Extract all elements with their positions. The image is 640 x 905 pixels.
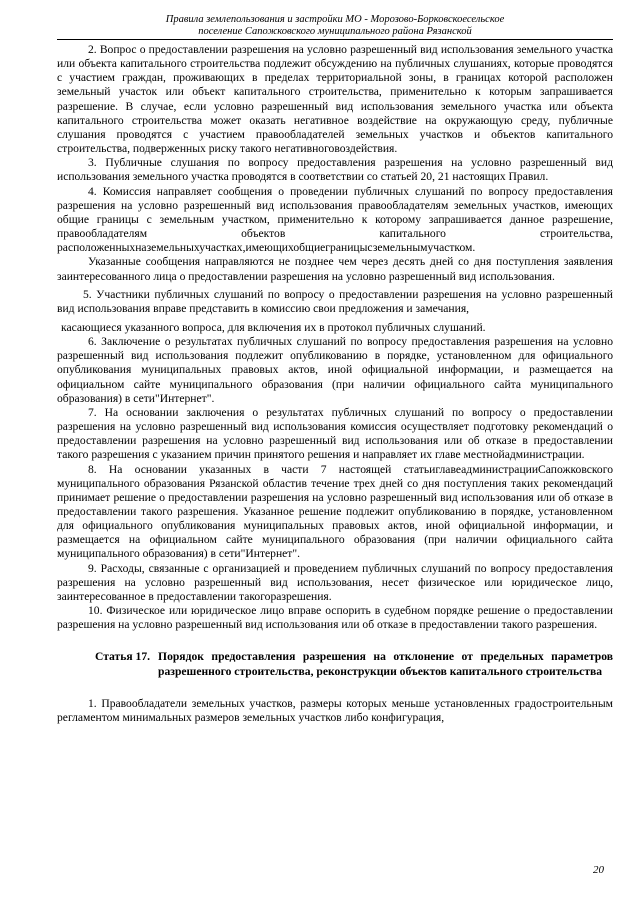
header-line-1: Правила землепользования и застройки МО - Морозово-Борковскоесельское bbox=[165, 14, 505, 25]
paragraph-4: 4. Комиссия направляет сообщения о проведении публичных слушаний по вопросу предоставления разрешения на условно разрешенный вид использования правообладателям земельных участков, имеющих общие границы с земельным участком, применительно к которому запрашивается данное разрешение, правообладателям объектов капитального строительства, расположенныхназемельныхучастках,имеющихобщиеграницысземельнымучастком. bbox=[57, 184, 613, 255]
header-line-2: поселение Сапожковского муниципального района Рязанской bbox=[198, 26, 472, 37]
paragraph-10: 10. Физическое или юридическое лицо вправе оспорить в судебном порядке решение о предоставлении разрешения на условно разрешенный вид использования или об отказе в предоставлении такого разрешения. bbox=[57, 604, 613, 632]
article-title: Порядок предоставления разрешения на отклонение от предельных параметров разрешенного строительства, реконструкции объектов капитального строительства bbox=[158, 650, 613, 678]
page-number: 20 bbox=[593, 864, 604, 876]
paragraph-6: 6. Заключение о результатах публичных слушаний по вопросу предоставления разрешения на условно разрешенный вид использования подлежит опубликованию в порядке, установленном для официального опубликования муниципальных правовых актов, иной официальной информации, и размещается на официальном сайте муниципального образования (при наличии официального сайта муниципального образования) в сети"Интернет". bbox=[57, 335, 613, 405]
paragraph-9: 9. Расходы, связанные с организацией и проведением публичных слушаний по вопросу предоставления разрешения на условно разрешенный вид использования, несет физическое или юридическое лицо, заинтересованное в предоставлении такогоразрешения. bbox=[57, 561, 613, 603]
running-header bbox=[57, 14, 613, 40]
document-body bbox=[57, 43, 613, 632]
article-heading bbox=[95, 650, 613, 678]
article-item-1: 1. Правообладатели земельных участков, размеры которых меньше установленных градостроительным регламентом минимальных размеров земельных участков либо конфигурация, bbox=[57, 696, 613, 724]
paragraph-4-notice: Указанные сообщения направляются не позднее чем через десять дней со дня поступления заявления заинтересованного лица о предоставлении разрешения на условно разрешенный вид использования. bbox=[57, 255, 613, 283]
paragraph-5-continuation: касающиеся указанного вопроса, для включения их в протокол публичных слушаний. bbox=[61, 320, 486, 334]
paragraph-3: 3. Публичные слушания по вопросу предоставления разрешения на условно разрешенный вид использования земельного участка проводятся в соответствии со статьей 20, 21 настоящих Правил. bbox=[57, 156, 613, 184]
paragraph-5: 5. Участники публичных слушаний по вопросу о предоставлении разрешения на условно разрешенный вид использования вправе представить в комиссию свои предложения и замечания, bbox=[57, 287, 613, 315]
article-body bbox=[57, 697, 613, 725]
paragraph-7: 7. На основании заключения о результатах публичных слушаний по вопросу о предоставлении разрешения на условно разрешенный вид использования комиссия осуществляет подготовку рекомендаций о предоставлении разрешения на условно разрешенный вид использования или об отказе в предоставлении такого разрешения с указанием причин принятого решения и направляет их главе местнойадминистрации. bbox=[57, 405, 613, 462]
paragraph-2: 2. Вопрос о предоставлении разрешения на условно разрешенный вид использования земельного участка или объекта капитального строительства подлежит обсуждению на публичных слушаниях, которые проводятся с участием граждан, проживающих в пределах территориальной зоны, в границах которой расположен земельный участок или объект капитального строительства, применительно к которым запрашивается разрешение. В случае, если условно разрешенный вид использования земельного участка или объекта капитального строительства может оказать негативное воздействие на окружающую среду, публичные слушания проводятся с участием правообладателей земельных участков и объектов капитального строительства, подверженных риску такого негативноговоздействия. bbox=[57, 43, 613, 156]
article-number: Статья 17. bbox=[95, 650, 151, 664]
paragraph-8: 8. На основании указанных в части 7 настоящей статьиглавеадминистрацииСапожковского муниципального образования Рязанской областив течение трех дней со дня поступления таких рекомендаций принимает решение о предоставлении разрешения на условно разрешенный вид использования или об отказе в предоставлении такого разрешения. Указанное решение подлежит опубликованию в порядке, установленном для официального опубликования муниципальных правовых актов, иной официальной информации, и размещается на официальном сайте муниципального образования (при наличии официального сайта муниципального образования) в сети"Интернет". bbox=[57, 462, 613, 561]
